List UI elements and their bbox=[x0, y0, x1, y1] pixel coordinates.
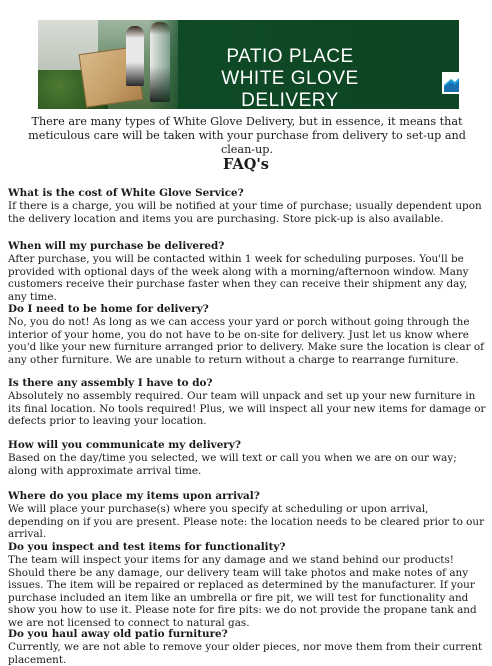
faq-item bbox=[8, 628, 486, 666]
faq-item bbox=[8, 303, 486, 366]
faq-item bbox=[8, 439, 486, 477]
faq-question: Do you haul away old patio furniture? bbox=[8, 628, 228, 640]
faq-heading: FAQ's bbox=[223, 156, 269, 173]
faq-question: How will you communicate my delivery? bbox=[8, 439, 241, 451]
faq-item bbox=[8, 187, 486, 225]
faq-answer: Absolutely no assembly required. Our team will unpack and set up your new furniture in its final location. No tools required! Plus, we will inspect all your new items for damage or defects prior to leaving your location. bbox=[8, 390, 486, 428]
intro-text: There are many types of White Glove Delivery, but in essence, it means that meticulous care will be taken with your purchase from delivery to set-up and clean-up. bbox=[28, 115, 466, 156]
photo-delivery-worker bbox=[126, 26, 144, 86]
faq-question: Do you inspect and test items for functionality? bbox=[8, 541, 286, 553]
faq-answer: The team will inspect your items for any damage and we stand behind our products! Should there be any damage, our delivery team will take photos and make notes of any issues. The item will be repaired or replaced as determined by the manufacturer. If your purchase included an item like an umbrella or fire pit, we will test for functionality and show you how to use it. Please note for fire pits: we do not provide the propane tank and we are not licensed to connect to natural gas. bbox=[8, 554, 477, 629]
faq-question: Is there any assembly I have to do? bbox=[8, 377, 213, 389]
faq-item bbox=[8, 541, 486, 630]
faq-item bbox=[8, 240, 486, 303]
faq-item bbox=[8, 377, 486, 428]
header-banner bbox=[38, 20, 459, 109]
faq-answer: Currently, we are not able to remove your older pieces, nor move them from their current placement. bbox=[8, 641, 483, 666]
faq-answer: Based on the day/time you selected, we will text or call you when we are on our way; along with approximate arrival time. bbox=[8, 452, 457, 477]
banner-title-line2: WHITE GLOVE DELIVERY bbox=[221, 68, 359, 109]
banner-title-line1: PATIO PLACE bbox=[226, 46, 354, 67]
faq-answer: No, you do not! As long as we can access your yard or porch without going through the interior of your home, you do not have to be on-site for delivery. Just let us know where you'd like your new furniture arranged prior to delivery. Make sure the location is clear of any other furniture. We are unable to return without a charge to rearrange furniture. bbox=[8, 316, 484, 366]
faq-answer: If there is a charge, you will be notified at your time of purchase; usually dependent upon the delivery location and items you are purchasing. Store pick-up is also available. bbox=[8, 200, 482, 225]
faq-item bbox=[8, 490, 486, 541]
faq-question: Where do you place my items upon arrival? bbox=[8, 490, 260, 502]
delivery-photo bbox=[38, 20, 178, 109]
faq-question: When will my purchase be delivered? bbox=[8, 240, 225, 252]
faq-answer: After purchase, you will be contacted within 1 week for scheduling purposes. You'll be provided with optional days of the week along with a morning/afternoon window. Many customers receive their purchase faster when they can receive their shipment any day, any time. bbox=[8, 253, 469, 303]
banner-title bbox=[170, 46, 410, 109]
faq-answer: We will place your purchase(s) where you specify at scheduling or upon arrival, depending on if you are present. Please note: the location needs to be cleared prior to our arrival. bbox=[8, 503, 485, 541]
faq-question: Do I need to be home for delivery? bbox=[8, 303, 209, 315]
faq-question: What is the cost of White Glove Service? bbox=[8, 187, 244, 199]
brand-logo-icon bbox=[442, 72, 459, 94]
